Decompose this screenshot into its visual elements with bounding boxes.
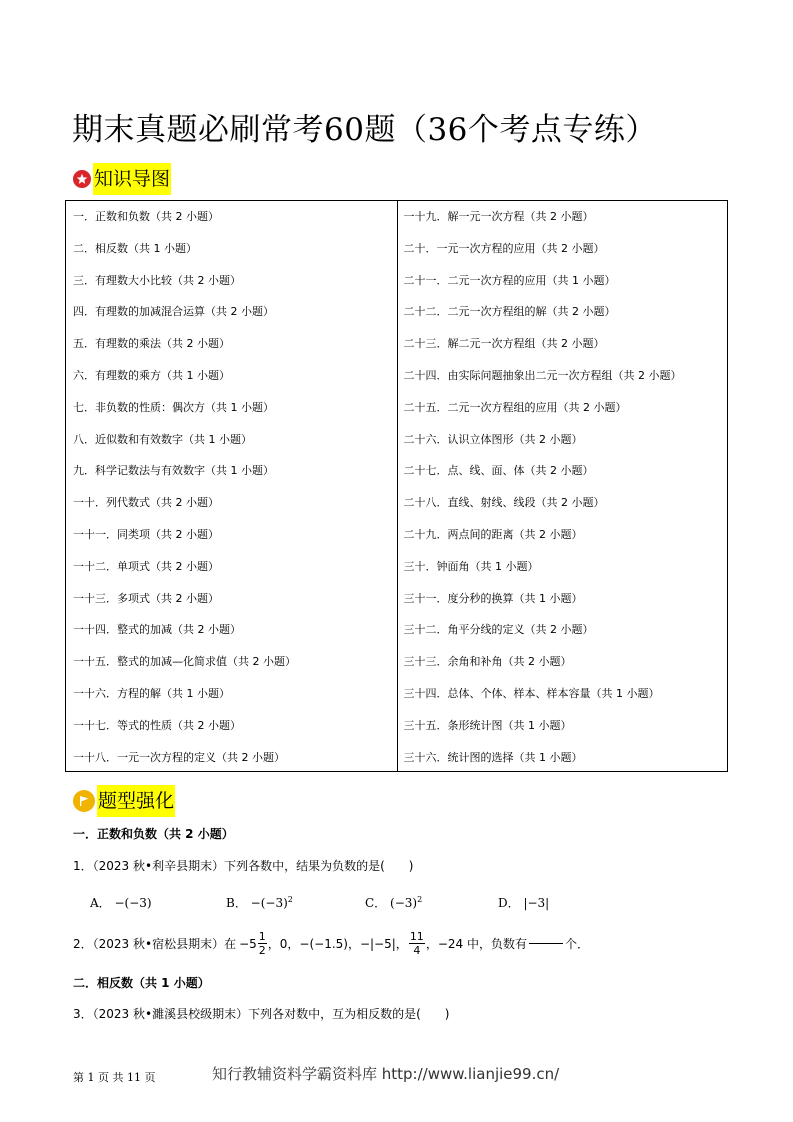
answer-blank[interactable] [529,943,563,944]
option-label: A． [90,896,111,910]
section-knowledge-map [73,163,171,195]
fraction [258,930,267,957]
toc-item: 七．非负数的性质：偶次方（共 1 小题） [73,400,274,414]
option-value: |−3| [523,896,550,910]
q1-option-b [226,894,293,911]
toc-item: 二．相反数（共 1 小题） [73,241,197,255]
toc-table [65,200,728,772]
toc-item: 二十九．两点间的距离（共 2 小题） [403,527,583,541]
toc-item: 二十八．直线、射线、线段（共 2 小题） [403,496,605,510]
toc-item: 二十五．二元一次方程组的应用（共 2 小题） [403,400,627,414]
question-group-heading: 一．正数和负数（共 2 小题） [73,827,234,841]
option-value: −(−3) [114,896,152,910]
toc-item: 二十二．二元一次方程组的解（共 2 小题） [403,305,616,319]
section-question-practice [73,785,175,817]
fraction-denominator: 2 [258,944,266,957]
toc-item: 九．科学记数法与有效数字（共 1 小题） [73,464,274,478]
toc-item: 一十二．单项式（共 2 小题） [73,559,219,573]
section-label: 知识导图 [93,163,171,195]
option-label: B． [226,896,247,910]
question-2 [73,930,589,957]
toc-item: 三十三．余角和补角（共 2 小题） [403,655,572,669]
option-value: −(−3) [250,896,288,910]
toc-item: 三．有理数大小比较（共 2 小题） [73,273,241,287]
toc-item: 二十四．由实际问题抽象出二元一次方程组（共 2 小题） [403,368,682,382]
option-value: (−3) [390,896,418,910]
fraction-denominator: 4 [413,944,421,957]
toc-item: 一十三．多项式（共 2 小题） [73,591,219,605]
toc-item: 一十一．同类项（共 2 小题） [73,527,219,541]
toc-item: 一十八．一元一次方程的定义（共 2 小题） [73,750,285,764]
toc-left-column [66,201,398,771]
page-title: 期末真题必刷常考60题（36个考点专练） [72,112,657,148]
toc-item: 一．正数和负数（共 2 小题） [73,210,219,223]
q2-text: 个． [564,937,589,951]
option-exponent: 2 [417,895,423,904]
toc-item: 二十．一元一次方程的应用（共 2 小题） [403,241,605,255]
toc-item: 三十四．总体、个体、样本、样本容量（共 1 小题） [403,686,660,700]
toc-item: 一十九．解一元一次方程（共 2 小题） [403,210,594,223]
toc-item: 五．有理数的乘法（共 2 小题） [73,337,230,351]
toc-item: 三十六．统计图的选择（共 1 小题） [403,750,583,764]
option-exponent: 2 [287,895,293,904]
toc-item: 一十六．方程的解（共 1 小题） [73,686,230,700]
watermark-text: 知行教辅资料学霸资料库 http://www.lianjie99.cn/ [212,1065,560,1083]
option-label: D． [498,896,520,910]
toc-item: 二十一．二元一次方程的应用（共 1 小题） [403,273,616,287]
q2-text: ，0，−(−1.5)，−|−5|， [267,937,408,951]
q2-text: ，−24 中，负数有 [425,937,527,951]
star-badge-icon [73,170,91,188]
toc-right-column [398,201,728,771]
toc-item: 一十七．等式的性质（共 2 小题） [73,718,241,732]
toc-item: 八．近似数和有效数字（共 1 小题） [73,432,252,446]
q1-option-a [90,894,152,911]
toc-item: 三十．钟面角（共 1 小题） [403,559,539,573]
fraction-numerator: 11 [409,930,424,943]
q1-option-c [365,894,422,911]
toc-item: 一十．列代数式（共 2 小题） [73,496,219,510]
question-1: 1．（2023 秋•利辛县期末）下列各数中，结果为负数的是( ) [73,859,414,873]
toc-item: 二十六．认识立体图形（共 2 小题） [403,432,583,446]
toc-item: 六．有理数的乘方（共 1 小题） [73,368,230,382]
toc-item: 四．有理数的加减混合运算（共 2 小题） [73,305,274,319]
fraction-numerator: 1 [258,930,266,943]
fraction [409,930,425,957]
toc-item: 三十五．条形统计图（共 1 小题） [403,718,572,732]
toc-item: 三十一．度分秒的换算（共 1 小题） [403,591,583,605]
toc-item: 二十三．解二元一次方程组（共 2 小题） [403,337,605,351]
q2-text: 2．（2023 秋•宿松县期末）在 [73,937,237,951]
option-label: C． [365,896,387,910]
question-3: 3．（2023 秋•濉溪县校级期末）下列各对数中，互为相反数的是( ) [73,1007,450,1021]
q1-option-d [498,894,549,911]
section-label: 题型强化 [97,785,175,817]
toc-item: 三十二．角平分线的定义（共 2 小题） [403,623,594,637]
question-group-heading: 二．相反数（共 1 小题） [73,976,210,990]
flag-badge-icon [73,790,95,812]
toc-item: 一十四．整式的加减（共 2 小题） [73,623,241,637]
q2-number: −5 [239,936,257,951]
toc-item: 一十五．整式的加减—化简求值（共 2 小题） [73,655,296,669]
toc-item: 二十七．点、线、面、体（共 2 小题） [403,464,594,478]
page-number-footer: 第 1 页 共 11 页 [73,1071,156,1084]
